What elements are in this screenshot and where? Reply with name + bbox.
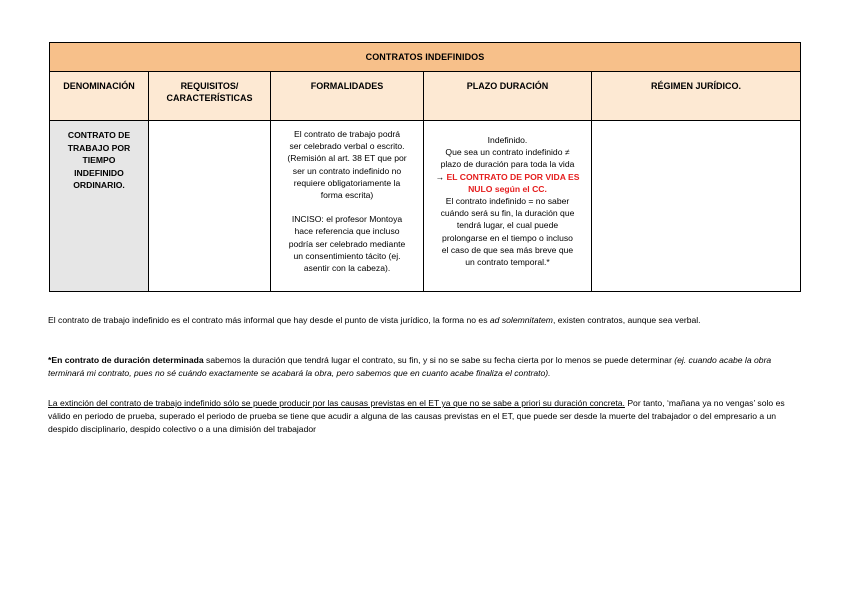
denominacion-line: TIEMPO xyxy=(82,155,116,165)
formalidades-line: podría ser celebrado mediante xyxy=(288,238,406,249)
header-formalidades: FORMALIDADES xyxy=(271,72,424,121)
paragraph-extincion xyxy=(48,397,800,436)
paragraph-informal xyxy=(48,314,800,327)
plazo-line: un contrato temporal.* xyxy=(465,257,550,268)
plazo-line: el caso de que sea más breve que xyxy=(441,244,574,255)
header-denominacion: DENOMINACIÓN xyxy=(50,72,149,121)
plazo-line: tendrá lugar, el cual puede xyxy=(456,220,559,231)
cell-denominacion xyxy=(50,121,149,292)
p2-italic: (ej. cuando acabe la obra terminará mi contrato, pues no sé cuándo exactamente se acabará la obra, pero sabemos que en cuanto acabe finaliza el contrato). xyxy=(48,355,772,378)
spacer xyxy=(275,201,419,213)
header-regimen: RÉGIMEN JURÍDICO. xyxy=(592,72,801,121)
p3-underline: La extinción del contrato de trabajo indefinido sólo se puede producir por las causas previstas en el ET ya que no se sabe a priori su duración concreta. xyxy=(48,398,625,408)
contracts-table xyxy=(49,42,801,292)
p2-text: sabemos la duración que tendrá lugar el contrato, su fin, y si no se sabe su fecha cierta por lo menos se puede determinar xyxy=(203,355,675,365)
plazo-line: El contrato indefinido = no saber xyxy=(445,196,570,207)
paragraph-determinada xyxy=(48,354,800,380)
p1-text-end: , existen contratos, aunque sea verbal. xyxy=(552,315,701,325)
formalidades-line: un consentimiento tácito (ej. xyxy=(293,250,401,261)
plazo-red-text-1: EL CONTRATO DE POR VIDA ES xyxy=(446,171,580,182)
formalidades-line: El contrato de trabajo podrá xyxy=(293,129,401,139)
formalidades-line: INCISO: el profesor Montoya xyxy=(291,214,403,225)
formalidades-line: asentir con la cabeza). xyxy=(303,263,391,274)
formalidades-line: ser celebrado verbal o escrito. xyxy=(289,141,405,152)
denominacion-line: CONTRATO DE xyxy=(67,130,131,140)
formalidades-line: requiere obligatoriamente la xyxy=(293,177,401,188)
plazo-warning xyxy=(428,171,587,183)
arrow-icon: → xyxy=(435,171,447,182)
formalidades-line: (Remisión al art. 38 ET que por xyxy=(287,153,407,164)
formalidades-line: forma escrita) xyxy=(320,190,374,201)
p3-text: Por tanto, ‘mañana ya no vengas’ solo es válido en periodo de prueba, superado el periodo de prueba se tiene que acudir a alguna de las causas previstas en el ET, que puede ser desde la muerte del trabajador o del empresario a un despido disciplinario, despido colectivo o a una dimisión del trabajador xyxy=(48,398,785,434)
p1-italic: ad solemnitatem xyxy=(489,315,553,325)
header-requisitos-line-1: REQUISITOS/ xyxy=(180,81,239,91)
formalidades-line: ser un contrato indefinido no xyxy=(292,165,402,176)
plazo-red-text-2: NULO según el CC. xyxy=(468,183,547,194)
table-title: CONTRATOS INDEFINIDOS xyxy=(50,43,801,72)
cell-requisitos xyxy=(149,121,271,292)
plazo-line: cuándo será su fin, la duración que xyxy=(440,208,575,219)
cell-plazo xyxy=(424,121,592,292)
header-requisitos xyxy=(149,72,271,121)
plazo-line: Que sea un contrato indefinido ≠ xyxy=(445,147,570,158)
cell-formalidades xyxy=(271,121,424,292)
plazo-line: prolongarse en el tiempo o incluso xyxy=(442,232,573,243)
p2-bold: *En contrato de duración determinada xyxy=(48,355,204,365)
header-requisitos-line-2: CARACTERÍSTICAS xyxy=(166,93,253,103)
header-plazo: PLAZO DURACIÓN xyxy=(424,72,592,121)
plazo-line: Indefinido. xyxy=(487,135,528,145)
p1-text: El contrato de trabajo indefinido es el contrato más informal que hay desde el punto de vista jurídico, la forma no es xyxy=(48,315,490,325)
cell-regimen xyxy=(592,121,801,292)
denominacion-line: TRABAJO POR xyxy=(67,142,131,153)
denominacion-line: ORDINARIO. xyxy=(73,180,125,190)
denominacion-line: INDEFINIDO xyxy=(74,167,124,178)
formalidades-line: hace referencia que incluso xyxy=(294,226,400,237)
plazo-line: plazo de duración para toda la vida xyxy=(440,159,575,170)
